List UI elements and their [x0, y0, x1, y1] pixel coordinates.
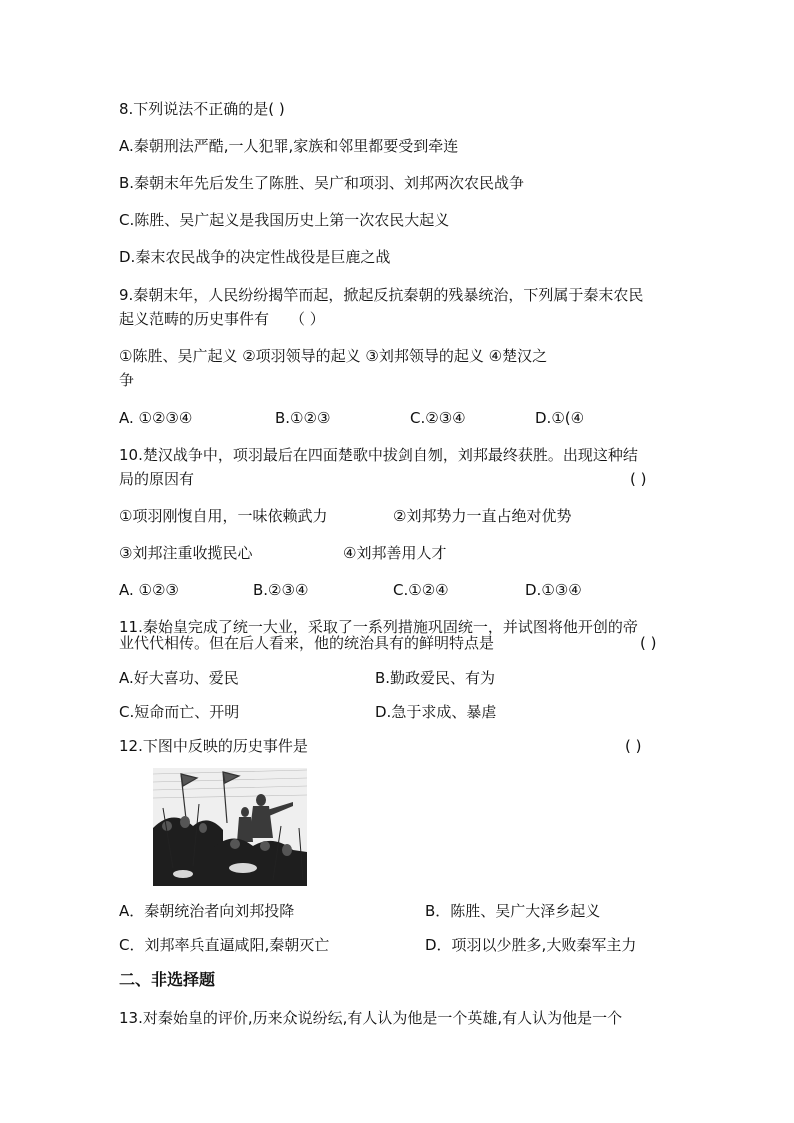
- q12-option-d: D．项羽以少胜多,大败秦军主力: [425, 936, 637, 954]
- q8-option-a: A.秦朝刑法严酷,一人犯罪,家族和邻里都要受到牵连: [119, 137, 459, 155]
- q12-answer-paren: ( ): [625, 737, 642, 755]
- q8-option-c: C.陈胜、吴广起义是我国历史上第一次农民大起义: [119, 211, 450, 229]
- section-heading-non-choice: 二、非选择题: [119, 970, 216, 989]
- q12-option-c: C．刘邦率兵直逼咸阳,秦朝灭亡: [119, 936, 330, 954]
- q12-option-a: A．秦朝统治者向刘邦投降: [119, 902, 295, 920]
- q11-answer-paren: ( ): [640, 634, 657, 652]
- q9-answer-paren: （ ）: [290, 310, 325, 328]
- q10-option-c: C.①②④: [393, 581, 449, 599]
- q10-option-d: D.①③④: [525, 581, 582, 599]
- q11-stem-line2: 业代代相传。但在后人看来，他的统治具有的鲜明特点是: [119, 634, 495, 652]
- q10-stem-line1: 10.楚汉战争中，项羽最后在四面楚歌中拔剑自刎，刘邦最终获胜。出现这种结: [119, 446, 638, 464]
- q8-stem: 8.下列说法不正确的是( ): [119, 100, 285, 118]
- q11-option-d: D.急于求成、暴虐: [375, 703, 497, 721]
- q9-option-b: B.①②③: [275, 409, 331, 427]
- q10-item3: ③刘邦注重收揽民心: [119, 544, 253, 562]
- q12-option-b: B．陈胜、吴广大泽乡起义: [425, 902, 601, 920]
- q9-items-line1: ①陈胜、吴广起义 ②项羽领导的起义 ③刘邦领导的起义 ④楚汉之: [119, 347, 548, 365]
- q9-option-d: D.①(④: [535, 409, 585, 427]
- q11-stem-line1: 11.秦始皇完成了统一大业，采取了一系列措施巩固统一，并试图将他开创的帝: [119, 618, 638, 636]
- q9-option-c: C.②③④: [410, 409, 466, 427]
- q12-stem: 12.下图中反映的历史事件是: [119, 737, 308, 755]
- q9-stem-line2: 起义范畴的历史事件有: [119, 310, 270, 328]
- q10-stem-line2: 局的原因有: [119, 470, 195, 488]
- q11-option-a: A.好大喜功、爱民: [119, 669, 239, 687]
- q8-option-b: B.秦朝末年先后发生了陈胜、吴广和项羽、刘邦两次农民战争: [119, 174, 525, 192]
- q9-items-line2: 争: [119, 371, 135, 389]
- q9-option-a: A. ①②③④: [119, 409, 193, 427]
- q10-item4: ④刘邦善用人才: [343, 544, 447, 562]
- q10-answer-paren: ( ): [630, 470, 647, 488]
- q8-option-d: D.秦末农民战争的决定性战役是巨鹿之战: [119, 248, 391, 266]
- q10-item2: ②刘邦势力一直占绝对优势: [393, 507, 572, 525]
- q10-item1: ①项羽刚愎自用，一味依赖武力: [119, 507, 328, 525]
- battle-scene-illustration: [153, 768, 307, 886]
- historical-engraving-image: [153, 768, 307, 886]
- q10-option-a: A. ①②③: [119, 581, 179, 599]
- q13-stem-line1: 13.对秦始皇的评价,历来众说纷纭,有人认为他是一个英雄,有人认为他是一个: [119, 1009, 623, 1027]
- q10-option-b: B.②③④: [253, 581, 309, 599]
- q11-option-b: B.勤政爱民、有为: [375, 669, 496, 687]
- q9-stem-line1: 9.秦朝末年，人民纷纷揭竿而起，掀起反抗秦朝的残暴统治，下列属于秦末农民: [119, 286, 644, 304]
- q11-option-c: C.短命而亡、开明: [119, 703, 240, 721]
